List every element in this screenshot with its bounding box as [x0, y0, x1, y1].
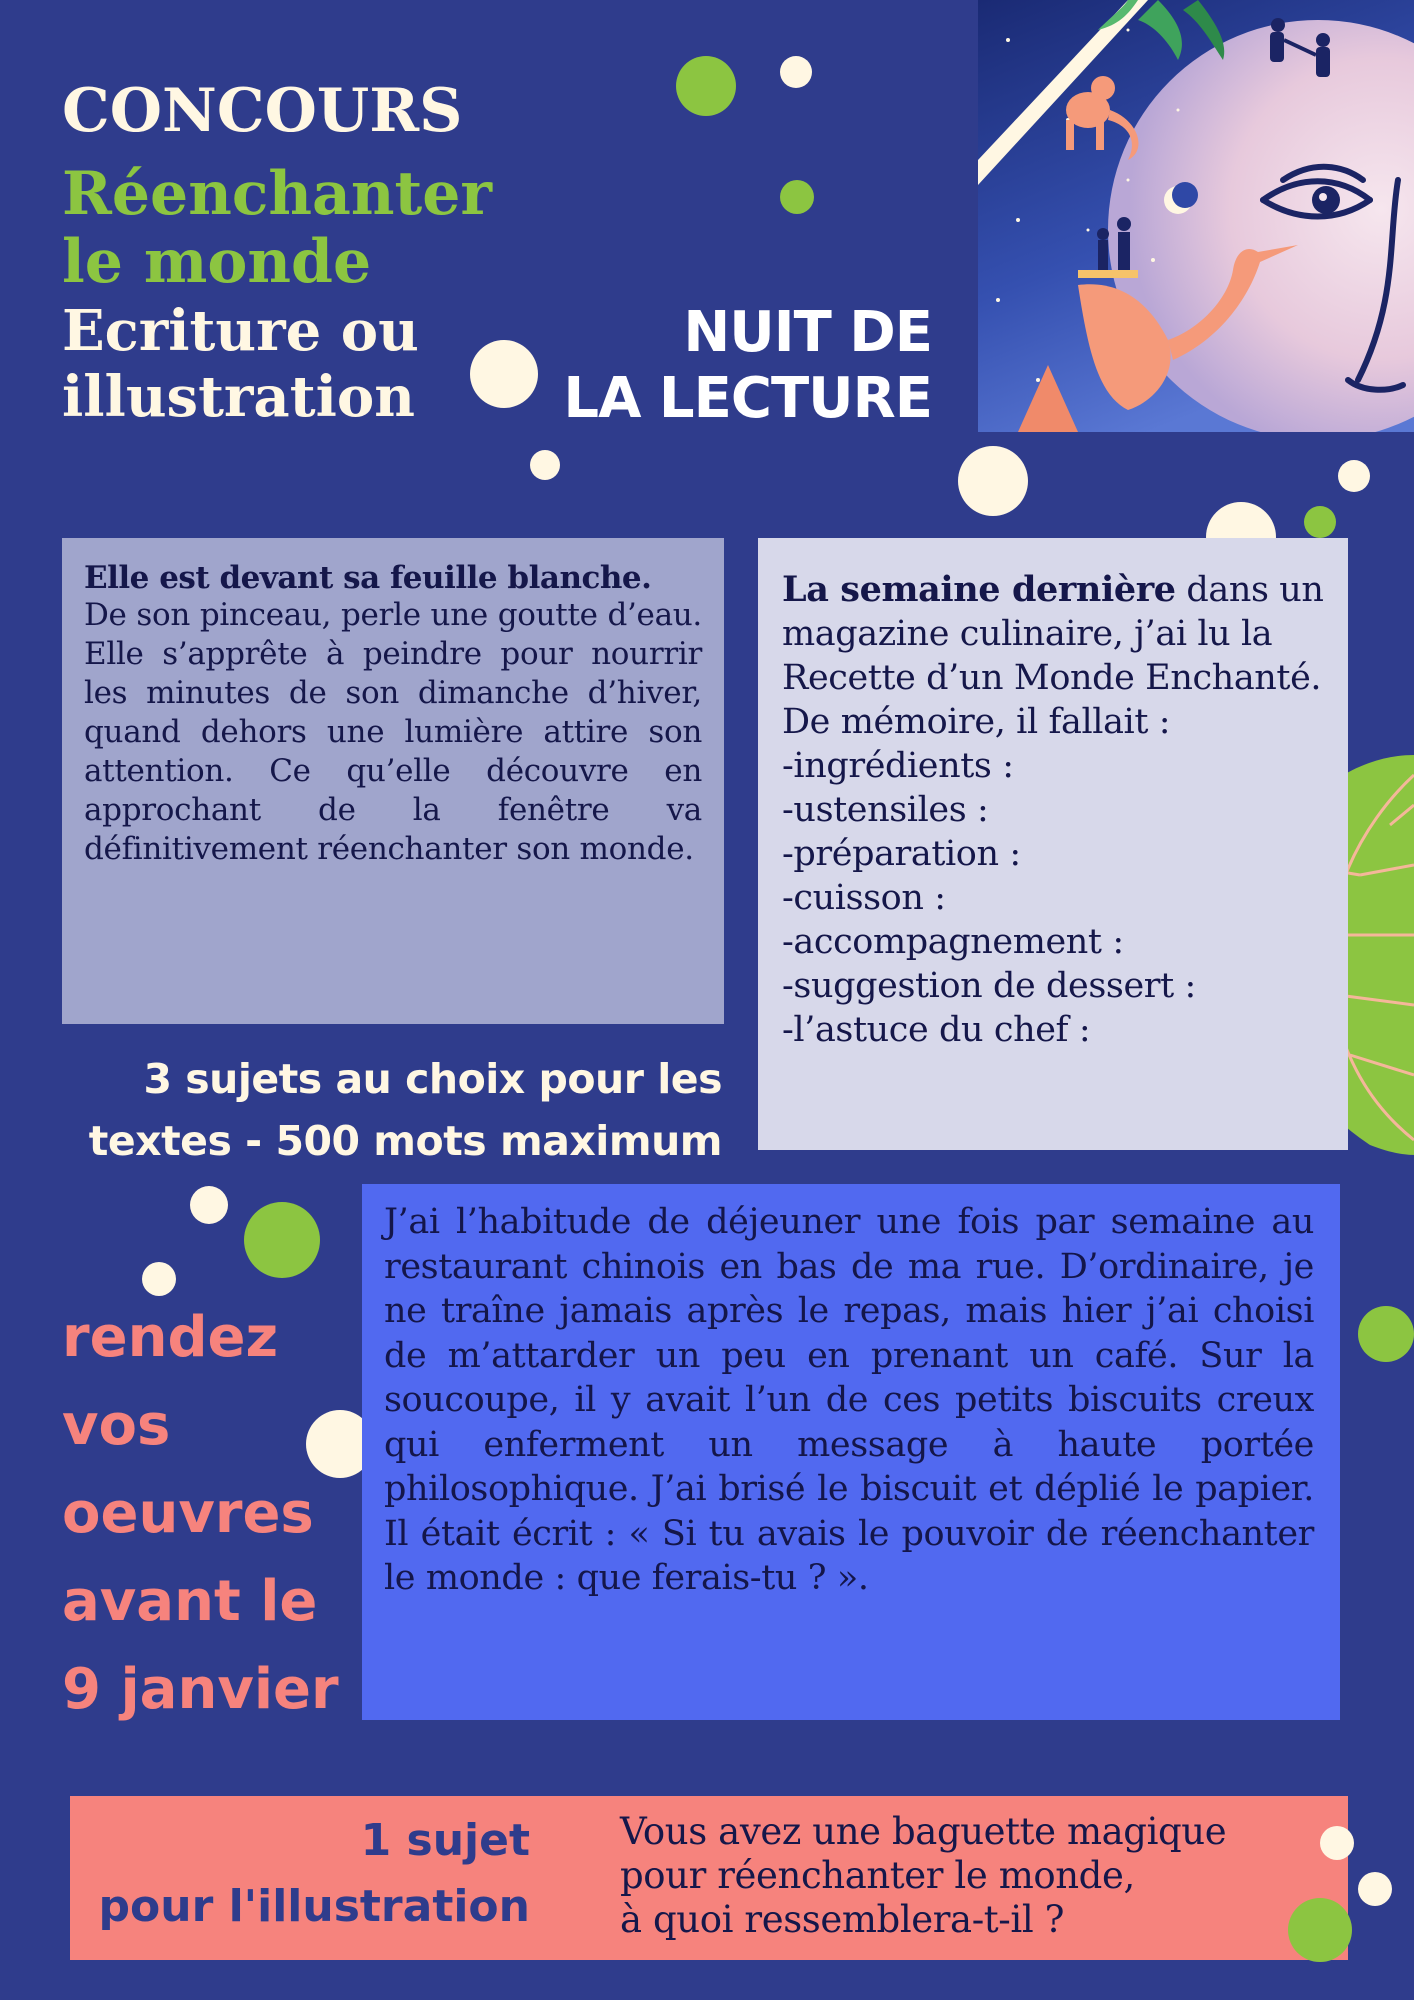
green-dot — [1304, 506, 1336, 538]
green-dot — [676, 56, 736, 116]
subject1-body: De son pinceau, perle une goutte d’eau. Elle s’apprête à peindre pour nourrir les minutes de son dimanche d’hiver, quand dehors une lumière attire son attention. Ce qu’elle découvre en approchant de la fenêtre va définitivement réenchanter son monde. — [84, 597, 702, 867]
cream-dot — [780, 56, 812, 88]
illustration-prompt-line3: à quoi ressemblera-t-il ? — [620, 1898, 1065, 1941]
cream-dot — [470, 340, 538, 408]
contest-subtitle-line2: illustration — [62, 364, 415, 430]
event-title-line2: LA LECTURE — [563, 366, 932, 431]
contest-title-line2: le monde — [62, 227, 372, 297]
cream-dot — [1358, 1872, 1392, 1906]
deadline-line1: rendez — [62, 1305, 279, 1370]
contest-label: CONCOURS — [62, 76, 463, 146]
subject2-intro: De mémoire, il fallait : — [782, 702, 1171, 742]
cream-dot — [958, 446, 1028, 516]
recipe-item: -ingrédients : — [782, 746, 1014, 786]
deadline-line3: oeuvres — [62, 1481, 314, 1546]
illustration-label-line1: 1 sujet — [360, 1815, 530, 1866]
green-dot — [1288, 1898, 1352, 1962]
deadline-line2: vos — [62, 1393, 171, 1458]
recipe-item: -accompagnement : — [782, 922, 1124, 962]
event-title-line1: NUIT DE — [683, 300, 932, 365]
green-dot — [780, 180, 814, 214]
subject-box-2 — [758, 538, 1348, 1150]
green-dot — [1358, 1306, 1414, 1362]
subject-box-1 — [62, 538, 724, 1024]
deadline-line5: 9 janvier — [62, 1657, 339, 1722]
recipe-item: -l’astuce du chef : — [782, 1010, 1091, 1050]
event-title — [560, 300, 932, 432]
subject1-lead: Elle est devant sa feuille blanche. — [84, 560, 652, 596]
cream-dot — [190, 1186, 228, 1224]
deadline-line4: avant le — [62, 1569, 318, 1634]
contest-title-line1: Réenchanter — [62, 159, 492, 229]
subject2-lead-bold: La semaine dernière — [782, 569, 1176, 610]
contest-subtitle-line1: Ecriture ou — [62, 298, 419, 364]
recipe-item: -ustensiles : — [782, 790, 989, 830]
illustration-prompt-line1: Vous avez une baguette magique — [620, 1810, 1227, 1853]
green-dot — [244, 1202, 320, 1278]
contest-subtitle — [62, 298, 419, 430]
subjects-note-line2: textes - 500 mots maximum — [88, 1117, 722, 1165]
illustration-label-line2: pour l'illustration — [98, 1881, 530, 1932]
recipe-item: -cuisson : — [782, 878, 946, 918]
cream-dot — [1320, 1826, 1354, 1860]
recipe-item: -préparation : — [782, 834, 1021, 874]
recipe-item: -suggestion de dessert : — [782, 966, 1196, 1006]
illustration-subject-label — [70, 1808, 530, 1940]
contest-title — [62, 160, 492, 296]
night-of-reading-illustration — [978, 0, 1414, 432]
cream-dot — [142, 1262, 176, 1296]
illustration-prompt-line2: pour réenchanter le monde, — [620, 1854, 1135, 1897]
subject-box-3 — [362, 1184, 1340, 1720]
cream-dot — [1338, 460, 1370, 492]
cream-dot — [530, 450, 560, 480]
illustration-subject-box — [70, 1796, 1348, 1960]
illustration-subject-prompt — [620, 1810, 1320, 1942]
subject3-body: J’ai l’habitude de déjeuner une fois par semaine au restaurant chinois en bas de ma rue. D’ordinaire, je ne traîne jamais après le repas, mais hier j’ai choisi de m’attarder un peu en prenant un café. Sur la soucoupe, il y avait l’un de ces petits biscuits creux qui enferment un message à haute portée philosophique. J’ai brisé le biscuit et déplié le papier. Il était écrit : « Si tu avais le pouvoir de réenchanter le monde : que ferais-tu ? ». — [384, 1202, 1314, 1598]
deadline — [62, 1294, 339, 1734]
subjects-note-line1: 3 sujets au choix pour les — [143, 1055, 722, 1103]
subjects-note — [60, 1048, 722, 1172]
subject2-lead — [782, 568, 1324, 700]
subject2-lead-rest: dans un magazine culinaire, j’ai lu la Recette d’un Monde Enchanté. — [782, 570, 1324, 698]
